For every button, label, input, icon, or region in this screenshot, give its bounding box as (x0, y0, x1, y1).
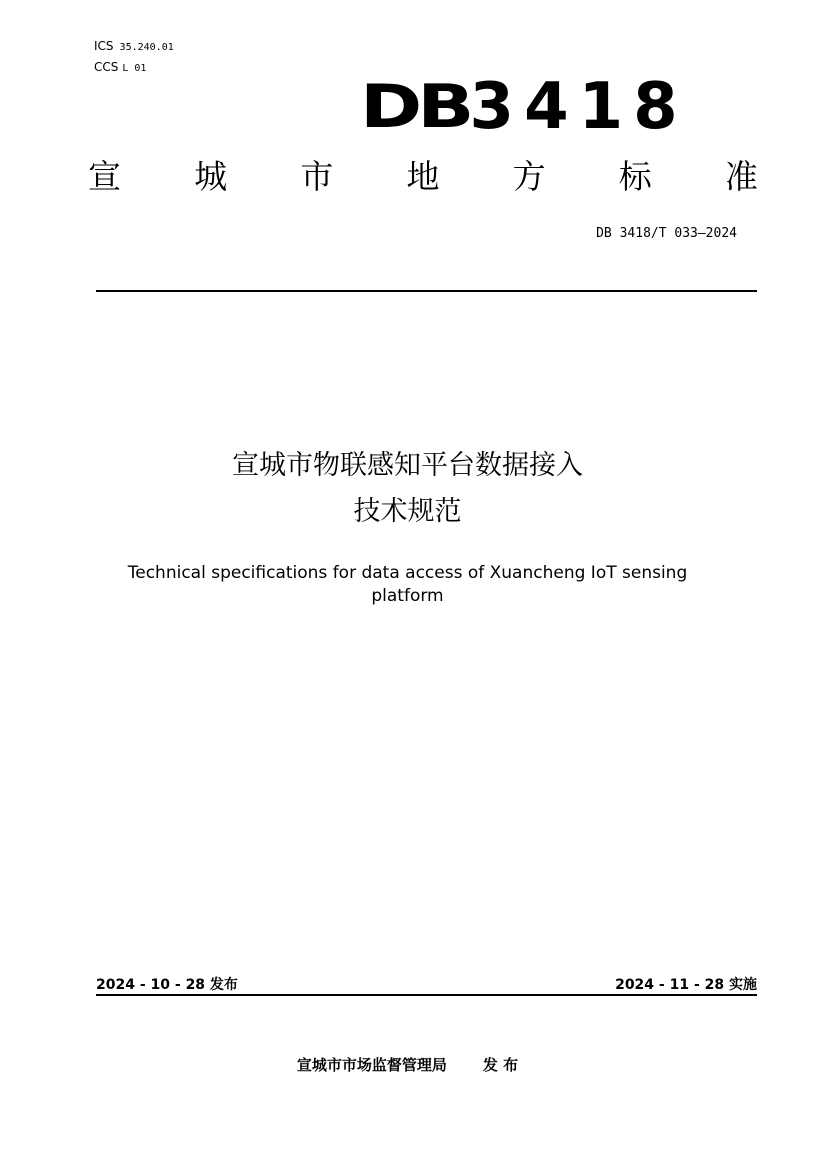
top-divider (96, 290, 757, 292)
bottom-divider (96, 994, 757, 996)
ics-classification (94, 38, 174, 56)
ics-label: ICS (94, 39, 114, 53)
ics-code: 35.240.01 (119, 42, 174, 53)
title-en-line2: platform (371, 586, 444, 606)
ccs-code: L 01 (122, 63, 147, 74)
standard-type-char: 城 (194, 157, 228, 196)
db-standard-logo (360, 60, 688, 144)
issuer-name: 宣城市市场监督管理局 (296, 1056, 447, 1074)
standard-type-char: 宣 (88, 157, 121, 196)
title-zh-line1: 宣城市物联感知平台数据接入 (232, 450, 583, 481)
standard-type-char: 地 (406, 157, 440, 196)
title-chinese (0, 443, 815, 535)
issue-word: 发 布 (482, 1056, 519, 1074)
standard-type-char: 方 (512, 157, 546, 196)
standard-type-heading (88, 155, 758, 199)
issuing-authority (0, 1054, 815, 1075)
db-region-number: 3418 (469, 70, 688, 144)
standard-type-char: 市 (300, 157, 334, 196)
standard-type-char: 标 (618, 157, 652, 196)
db-prefix: DB (360, 72, 470, 142)
title-en-line1: Technical specifications for data access of Xuancheng IoT sensing (127, 563, 688, 583)
publish-date: 2024 - 10 - 28 发布 (96, 977, 238, 993)
title-english (100, 562, 715, 608)
ccs-label: CCS (94, 60, 119, 74)
implement-date: 2024 - 11 - 28 实施 (615, 977, 757, 993)
title-zh-line2: 技术规范 (353, 496, 462, 527)
standard-number: DB 3418/T 033—2024 (596, 226, 737, 241)
ccs-classification (94, 59, 146, 77)
standard-type-char: 准 (724, 157, 758, 196)
